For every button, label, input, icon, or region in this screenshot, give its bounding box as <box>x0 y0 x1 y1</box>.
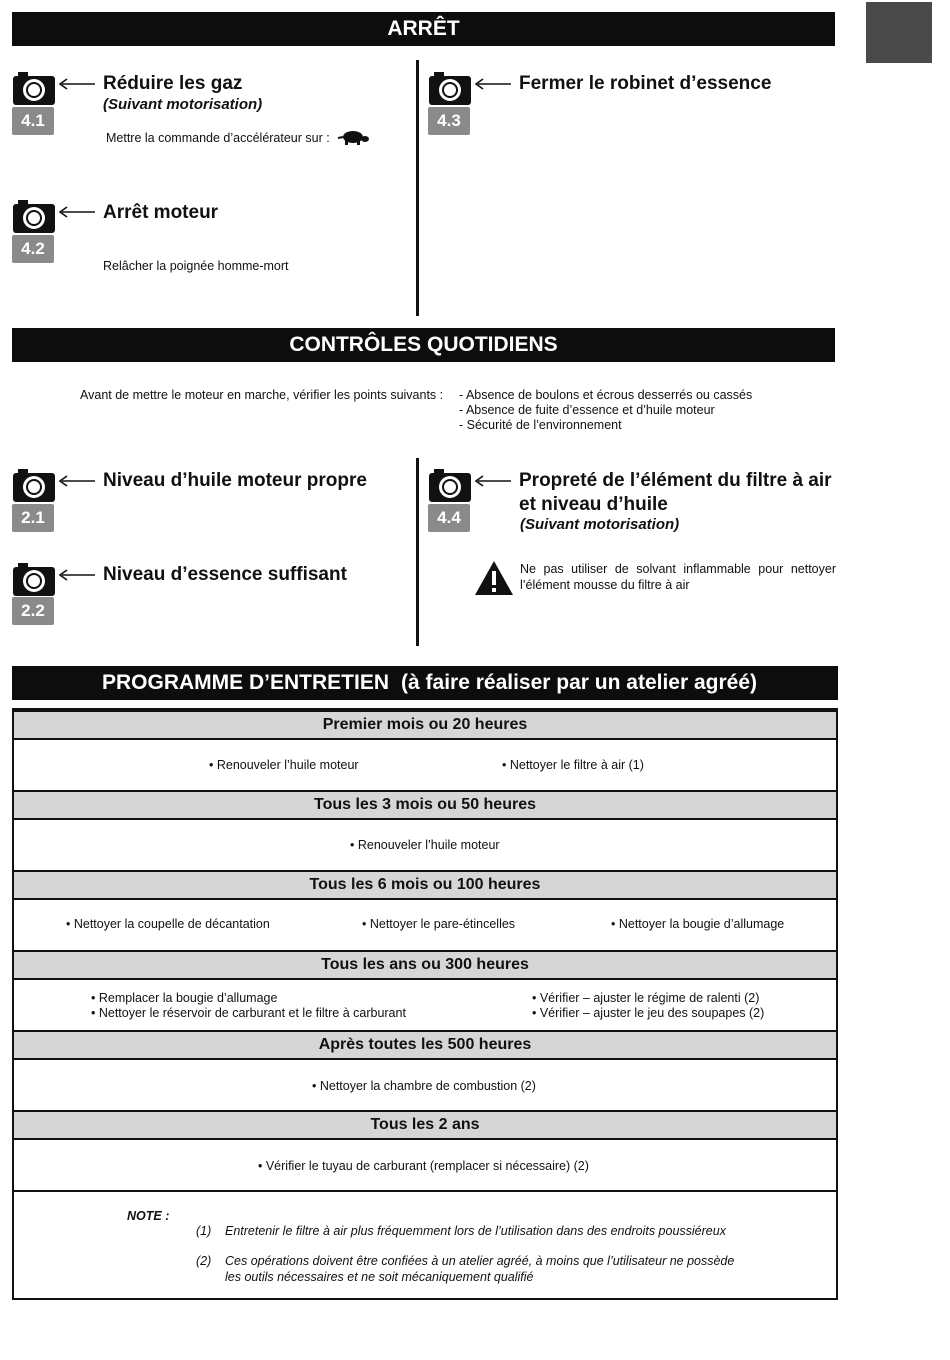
step-title: Fermer le robinet d’essence <box>519 73 772 94</box>
table-row-header: Après toutes les 500 heures <box>14 1030 836 1060</box>
section-title: CONTRÔLES QUOTIDIENS <box>289 333 558 356</box>
arrow-left-icon <box>58 475 96 487</box>
checks-intro: Avant de mettre le moteur en marche, vérifier les points suivants : <box>80 388 444 402</box>
table-item: • Nettoyer la coupelle de décantation <box>66 917 270 931</box>
section-title: PROGRAMME D’ENTRETIEN <box>102 671 390 694</box>
table-item: • Nettoyer le filtre à air (1) <box>502 758 644 772</box>
table-item: • Vérifier – ajuster le jeu des soupapes (2) <box>532 1006 765 1020</box>
warning-text: l’élément mousse du filtre à air <box>520 578 690 592</box>
table-item: • Renouveler l’huile moteur <box>350 838 500 852</box>
arrow-left-icon <box>58 569 96 581</box>
arrow-left-icon <box>474 78 512 90</box>
step-subtitle: (Suivant motorisation) <box>103 96 263 113</box>
step-subtitle: (Suivant motorisation) <box>520 516 680 533</box>
table-item: • Renouveler l’huile moteur <box>209 758 359 772</box>
arrow-left-icon <box>58 206 96 218</box>
note-text: Ces opérations doivent être confiées à un atelier agréé, à moins que l’utilisateur ne possède <box>225 1254 735 1268</box>
table-row-header: Premier mois ou 20 heures <box>14 710 836 740</box>
section-title: ARRÊT <box>387 17 460 40</box>
table-row-header: Tous les 2 ans <box>14 1110 836 1140</box>
turtle-icon <box>337 128 369 146</box>
note-label: NOTE : <box>127 1209 170 1223</box>
step-title: Réduire les gaz <box>103 73 243 94</box>
note-text: Entretenir le filtre à air plus fréquemment lors de l’utilisation dans des endroits poussiéreux <box>225 1224 726 1238</box>
note-number: (1) <box>196 1224 212 1238</box>
note-text: les outils nécessaires et ne soit mécaniquement qualifié <box>225 1270 534 1284</box>
table-item: • Nettoyer la chambre de combustion (2) <box>312 1079 536 1093</box>
camera-icon <box>12 70 56 106</box>
table-item: • Nettoyer le pare-étincelles <box>362 917 516 931</box>
table-row-header: Tous les 6 mois ou 100 heures <box>14 870 836 900</box>
column-divider <box>416 458 419 646</box>
section-header-controles <box>12 328 835 362</box>
step-text: Mettre la commande d’accélérateur sur : <box>106 131 330 145</box>
maintenance-table <box>12 708 838 1300</box>
table-item: • Remplacer la bougie d’allumage <box>91 991 278 1005</box>
camera-icon <box>428 467 472 503</box>
section-header-programme <box>12 666 838 700</box>
column-divider <box>416 60 419 316</box>
note-number: (2) <box>196 1254 212 1268</box>
table-item: • Nettoyer le réservoir de carburant et le filtre à carburant <box>91 1006 406 1020</box>
step-badge: 4.1 <box>12 107 54 135</box>
camera-icon <box>12 561 56 597</box>
divider <box>14 1190 836 1192</box>
table-item: • Vérifier le tuyau de carburant (remplacer si nécessaire) (2) <box>258 1159 589 1173</box>
camera-icon <box>428 70 472 106</box>
warning-icon <box>474 560 514 596</box>
camera-icon <box>12 198 56 234</box>
step-badge: 4.3 <box>428 107 470 135</box>
step-badge: 2.2 <box>12 597 54 625</box>
check-item: - Absence de fuite d’essence et d’huile moteur <box>459 403 715 417</box>
step-title: Arrêt moteur <box>103 202 219 223</box>
camera-icon <box>12 467 56 503</box>
step-title: Propreté de l’élément du filtre à air <box>519 470 832 491</box>
corner-tab <box>866 2 932 63</box>
step-badge: 4.2 <box>12 235 54 263</box>
warning-text: Ne pas utiliser de solvant inflammable pour nettoyer <box>520 562 836 576</box>
table-item: • Vérifier – ajuster le régime de ralenti (2) <box>532 991 760 1005</box>
table-row-header: Tous les ans ou 300 heures <box>14 950 836 980</box>
step-title: Niveau d’huile moteur propre <box>103 470 367 491</box>
step-badge: 2.1 <box>12 504 54 532</box>
section-subtitle: (à faire réaliser par un atelier agréé) <box>401 671 758 694</box>
step-badge: 4.4 <box>428 504 470 532</box>
step-title: Niveau d’essence suffisant <box>103 564 347 585</box>
check-item: - Absence de boulons et écrous desserrés ou cassés <box>459 388 753 402</box>
section-header-arret <box>12 12 835 46</box>
step-title: et niveau d’huile <box>519 494 668 515</box>
arrow-left-icon <box>474 475 512 487</box>
arrow-left-icon <box>58 78 96 90</box>
check-item: - Sécurité de l’environnement <box>459 418 622 432</box>
step-text: Relâcher la poignée homme-mort <box>103 259 289 273</box>
table-row-header: Tous les 3 mois ou 50 heures <box>14 790 836 820</box>
table-item: • Nettoyer la bougie d’allumage <box>611 917 785 931</box>
